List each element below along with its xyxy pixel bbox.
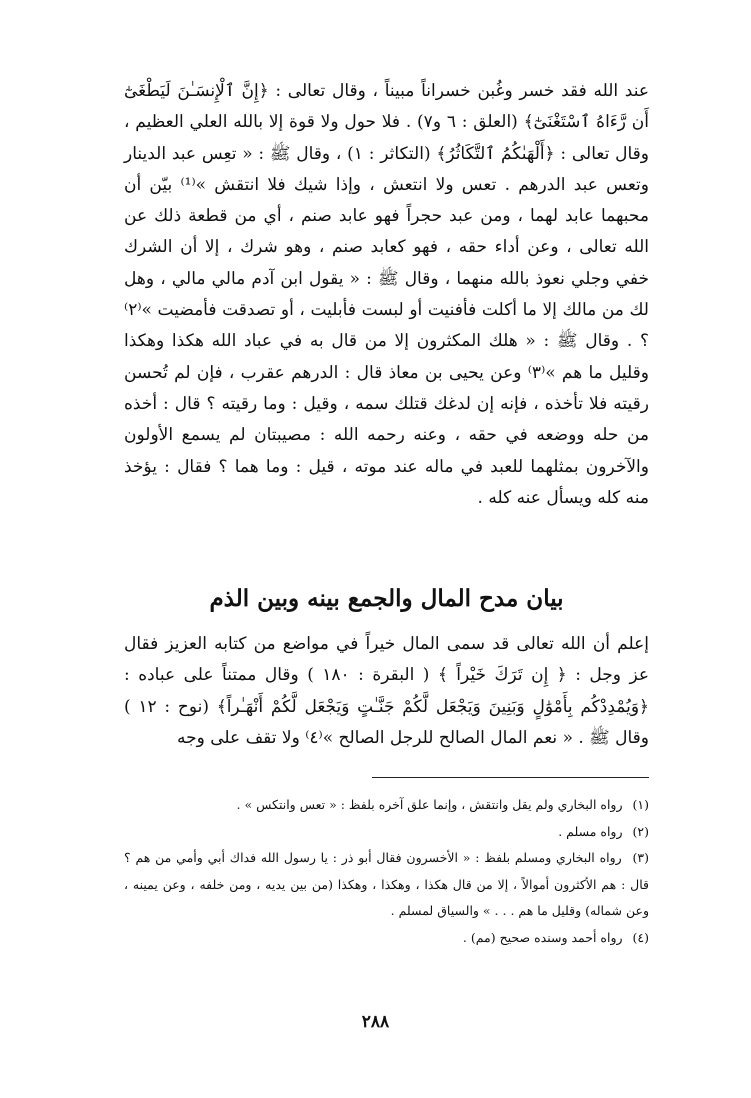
body-paragraph: عند الله فقد خسر وغُبن خسراناً مبيناً ، وقال تعالى : ﴿إِنَّ ٱلْإِنسَـٰنَ لَيَطْغَىٰٓ أَن رَّءَاهُ ٱسْتَغْنَىٰٓ﴾ (العلق : ٦ و٧) . فلا حول ولا قوة إلا بالله العلي العظيم ، وقال تعالى : ﴿أَلْهَىٰكُمُ ٱلتَّكَاثُرُ﴾ (التكاثر : ١) ، وقال ﷺ : « تعِس عبد الدينار وتعس عبد الدرهم . تعس ولا انتعش ، وإذا شيك فلا انتقش »⁽¹⁾ بيّن أن محبهما عابد لهما ، ومن عبد حجراً فهو عابد صنم ، أي من قطعة ذلك عن الله تعالى ، وعن أداء حقه ، فهو كعابد صنم ، وهو شرك ، إلا أن الشرك خفي وجلي نعوذ بالله منهما ، وقال ﷺ : « يقول ابن آدم مالي مالي ، وهل لك من مالك إلا ما أكلت فأفنيت أو لبست فأبليت ، أو تصدقت فأمضيت »⁽٢⁾ ؟ . وقال ﷺ : « هلك المكثرون إلا من قال به في عباد الله هكذا وهكذا وقليل ما هم »⁽٣⁾ وعن يحيى بن معاذ قال : الدرهم عقرب ، فإن لم تُحسن رقيته فلا تأخذه ، فإنه إن لدغك قتلك سمه ، وقيل : وما رقيته ؟ قال : أخذه من حله ووضعه في حقه ، وعنه رحمه الله : مصيبتان لم يسمع الأولون والآخرون بمثلهما للعبد في ماله عند موته ، قيل : وما هما ؟ فقال : يؤخذ منه كله ويسأل عنه كله . <box>124 81 649 508</box>
footnote-1 <box>124 792 649 819</box>
footnote-separator <box>372 777 649 778</box>
footnote-text: رواه البخاري ولم يقل وانتقش ، وإنما علق آخره بلفظ : « تعس وانتكس » . <box>236 797 623 812</box>
section-paragraph: إعلم أن الله تعالى قد سمى المال خيراً في مواضع من كتابه العزيز فقال عز وجل : ﴿ إِن تَرَكَ خَيْراً ﴾ ( البقرة : ١٨٠ ) وقال ممتناً على عباده : ﴿وَيُمْدِدْكُم بِأَمْوَٰلٍ وَبَنِينَ وَيَجْعَل لَّكُمْ جَنَّـٰتٍ وَيَجْعَل لَّكُمْ أَنْهَـٰراً﴾ (نوح : ١٢ ) وقال ﷺ . « نعم المال الصالح للرجل الصالح »⁽٤⁾ ولا تقف على وجه <box>124 634 649 748</box>
footnote-text: رواه أحمد وسنده صحيح (مم) . <box>462 929 623 945</box>
footnote-number: (١) <box>632 797 649 812</box>
main-text-block <box>124 76 649 514</box>
footnote-text: رواه مسلم . <box>558 823 623 839</box>
footnote-2 <box>124 819 649 846</box>
footnote-number: (٤) <box>632 929 649 945</box>
section-text-block <box>124 629 649 754</box>
footnote-text: رواه البخاري ومسلم بلفظ : « الأخسرون فقال أبو ذر : يا رسول الله فداك أبي وأمي من هم ؟ قال : هم الأكثرون أموالاً ، إلا من قال هكذا ، وهكذا ، وهكذا (من بين يديه ، ومن خلفه ، وعن يمينه ، وعن شماله) وقليل ما هم . . . » والسياق لمسلم . <box>124 850 649 918</box>
page-number: ٢٨٨ <box>361 1012 390 1032</box>
footnote-3 <box>124 845 649 925</box>
footnote-4 <box>124 925 649 952</box>
footnotes <box>124 792 649 951</box>
section-heading: بيان مدح المال والجمع بينه وبين الذم <box>209 585 564 612</box>
footnote-number: (٣) <box>632 850 649 865</box>
footnote-number: (٢) <box>632 823 649 839</box>
